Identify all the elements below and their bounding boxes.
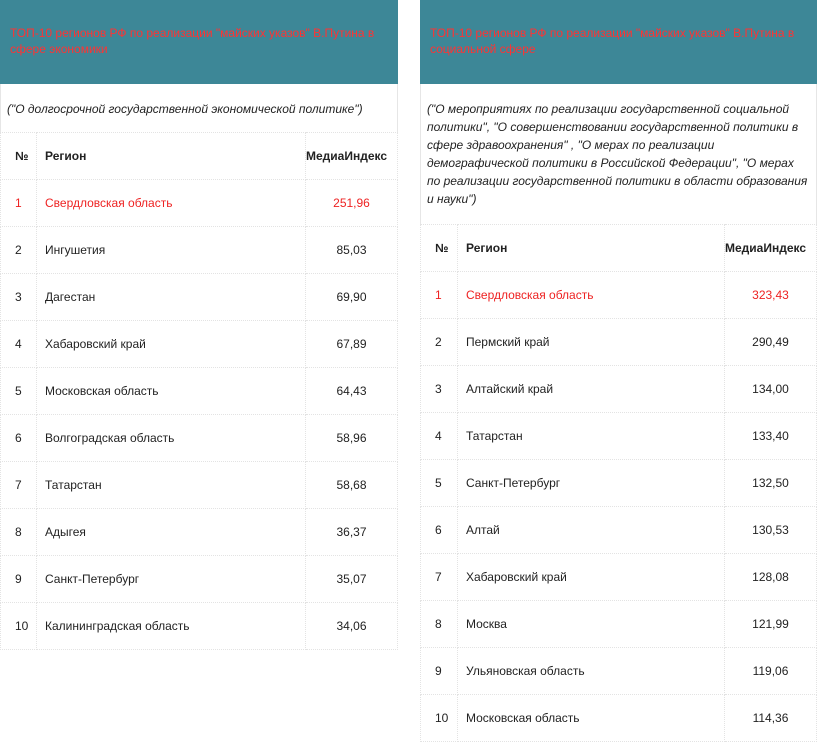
region-name: Пермский край: [458, 319, 725, 366]
region-name: Ульяновская область: [458, 648, 725, 695]
region-name: Хабаровский край: [458, 554, 725, 601]
region-name: Татарстан: [458, 413, 725, 460]
column-header-number: №: [1, 133, 37, 180]
media-index-value: 34,06: [306, 603, 398, 650]
media-index-value: 132,50: [725, 460, 817, 507]
table-row: [1, 227, 398, 274]
rating-table: [420, 224, 817, 742]
table-row: [421, 601, 817, 648]
panel-title: ТОП-10 регионов РФ по реализации "майских указов" В.Путина в сфере экономики: [0, 0, 398, 84]
table-row: [1, 415, 398, 462]
table-header-row: [421, 225, 817, 272]
media-index-value: 128,08: [725, 554, 817, 601]
media-index-value: 251,96: [306, 180, 398, 227]
panel-title: ТОП-10 регионов РФ по реализации "майских указов" В.Путина в социальной сфере: [420, 0, 817, 84]
rank: 8: [1, 509, 37, 556]
table-row: [421, 554, 817, 601]
column-header-region: Регион: [37, 133, 306, 180]
rank: 2: [421, 319, 458, 366]
media-index-value: 114,36: [725, 695, 817, 742]
media-index-value: 35,07: [306, 556, 398, 603]
rank: 7: [421, 554, 458, 601]
media-index-value: 323,43: [725, 272, 817, 319]
column-header-mediaindex: МедиаИндекс: [725, 225, 817, 272]
column-header-mediaindex: МедиаИндекс: [306, 133, 398, 180]
rank: 7: [1, 462, 37, 509]
region-name: Московская область: [37, 368, 306, 415]
column-header-region: Регион: [458, 225, 725, 272]
media-index-value: 290,49: [725, 319, 817, 366]
table-row: [1, 603, 398, 650]
region-name: Московская область: [458, 695, 725, 742]
region-name: Москва: [458, 601, 725, 648]
rank: 4: [1, 321, 37, 368]
region-name: Волгоградская область: [37, 415, 306, 462]
rank: 5: [1, 368, 37, 415]
region-name: Хабаровский край: [37, 321, 306, 368]
region-name: Свердловская область: [458, 272, 725, 319]
media-index-value: 67,89: [306, 321, 398, 368]
table-row: [1, 274, 398, 321]
table-row: [421, 413, 817, 460]
media-index-value: 58,68: [306, 462, 398, 509]
region-name: Санкт-Петербург: [458, 460, 725, 507]
rank: 5: [421, 460, 458, 507]
table-row: [421, 507, 817, 554]
economy-rating-panel: [0, 0, 398, 660]
rank: 10: [421, 695, 458, 742]
rank: 2: [1, 227, 37, 274]
region-name: Адыгея: [37, 509, 306, 556]
region-name: Дагестан: [37, 274, 306, 321]
rating-table: [0, 132, 398, 650]
table-row: [1, 556, 398, 603]
media-index-value: 121,99: [725, 601, 817, 648]
table-row: [1, 462, 398, 509]
media-index-value: 119,06: [725, 648, 817, 695]
region-name: Алтай: [458, 507, 725, 554]
table-header-row: [1, 133, 398, 180]
rank: 1: [421, 272, 458, 319]
rank: 6: [421, 507, 458, 554]
rank: 3: [1, 274, 37, 321]
region-name: Ингушетия: [37, 227, 306, 274]
social-rating-panel: [420, 0, 817, 751]
rank: 6: [1, 415, 37, 462]
table-row: [421, 695, 817, 742]
region-name: Свердловская область: [37, 180, 306, 227]
rank: 9: [421, 648, 458, 695]
region-name: Татарстан: [37, 462, 306, 509]
media-index-value: 130,53: [725, 507, 817, 554]
media-index-value: 64,43: [306, 368, 398, 415]
table-row: [421, 460, 817, 507]
media-index-value: 58,96: [306, 415, 398, 462]
media-index-value: 69,90: [306, 274, 398, 321]
table-row: [421, 366, 817, 413]
media-index-value: 134,00: [725, 366, 817, 413]
table-row: [421, 648, 817, 695]
region-name: Алтайский край: [458, 366, 725, 413]
table-row: [1, 509, 398, 556]
rank: 9: [1, 556, 37, 603]
rank: 3: [421, 366, 458, 413]
rank: 4: [421, 413, 458, 460]
column-header-number: №: [421, 225, 458, 272]
panel-subtitle: ("О долгосрочной государственной экономической политике"): [0, 84, 398, 132]
media-index-value: 133,40: [725, 413, 817, 460]
table-row: [1, 368, 398, 415]
region-name: Калининградская область: [37, 603, 306, 650]
table-row: [1, 180, 398, 227]
table-row: [1, 321, 398, 368]
panel-subtitle: ("О мероприятиях по реализации государственной социальной политики", "О совершенствовании государственной политики в сфере здравоохранения" , "О мерах по реализации демографической политики в Российской Федерации", "О мерах по реализации государственной политики в области образования и науки"): [420, 84, 817, 224]
media-index-value: 36,37: [306, 509, 398, 556]
rank: 10: [1, 603, 37, 650]
rank: 8: [421, 601, 458, 648]
media-index-value: 85,03: [306, 227, 398, 274]
table-row: [421, 272, 817, 319]
rank: 1: [1, 180, 37, 227]
table-row: [421, 319, 817, 366]
region-name: Санкт-Петербург: [37, 556, 306, 603]
